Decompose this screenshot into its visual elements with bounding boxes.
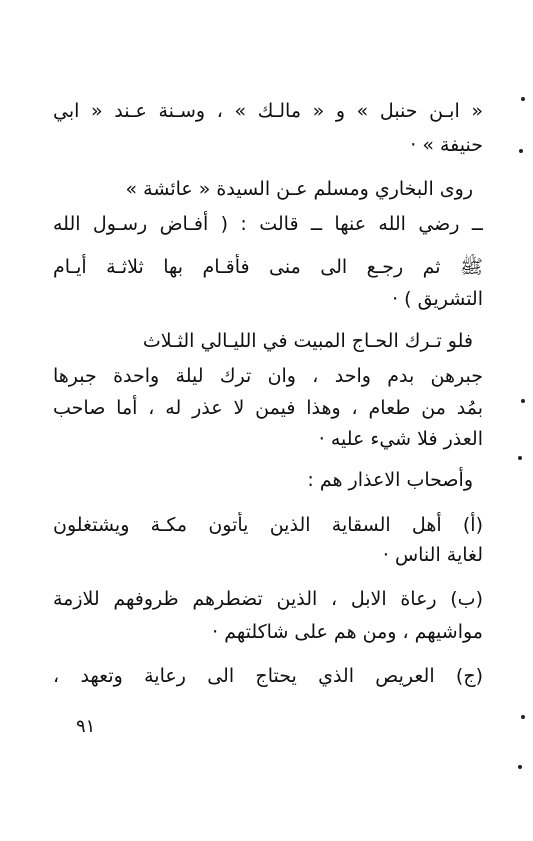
text-line-8: جبرهن بدم واحد ، وان ترك ليلة واحدة جبرها bbox=[53, 365, 483, 387]
page-number: ٩١ bbox=[76, 716, 96, 737]
margin-dot bbox=[518, 765, 522, 769]
text-line-11: وأصحاب الاعذار هم : bbox=[307, 469, 473, 491]
text-line-2: حنيفة » · bbox=[410, 134, 483, 156]
text-line-6: التشريق ) · bbox=[392, 288, 483, 310]
margin-dot bbox=[518, 456, 522, 460]
text-line-3: روى البخاري ومسلم عـن السيدة « عائشة » bbox=[125, 178, 473, 200]
text-line-5: ﷺ ثم رجـع الى منى فأقـام بها ثلاثـة أيـام bbox=[53, 256, 483, 278]
text-line-14: (ب) رعاة الابل ، الذين تضطرهم ظروفهم للازمة bbox=[53, 588, 483, 610]
text-line-15: مواشيهم ، ومن هم على شاكلتهم · bbox=[212, 621, 483, 643]
margin-dot bbox=[521, 399, 525, 403]
margin-dot bbox=[521, 97, 525, 101]
text-line-10: العذر فلا شيء عليه · bbox=[318, 428, 483, 450]
text-line-4: ــ رضي الله عنها ــ قالت : ( أفـاض رسـول الله bbox=[53, 213, 483, 235]
margin-dot bbox=[519, 149, 523, 153]
text-line-9: بمُد من طعام ، وهذا فيمن لا عذر له ، أما صاحب bbox=[53, 397, 483, 419]
margin-dot bbox=[521, 715, 525, 719]
text-line-13: لغاية الناس · bbox=[382, 544, 483, 566]
text-line-1: « ابـن حنبل » و « مالـك » ، وسـنة عـند « ابي bbox=[53, 100, 483, 122]
text-line-16: (ج) العريص الذي يحتاج الى رعاية وتعهد ، bbox=[53, 665, 483, 687]
text-line-12: (أ) أهل السقاية الذين يأتون مكـة ويشتغلون bbox=[53, 514, 483, 536]
text-line-7: فلو تـرك الحـاج المبيت في الليـالي الثـلاث bbox=[142, 330, 473, 352]
